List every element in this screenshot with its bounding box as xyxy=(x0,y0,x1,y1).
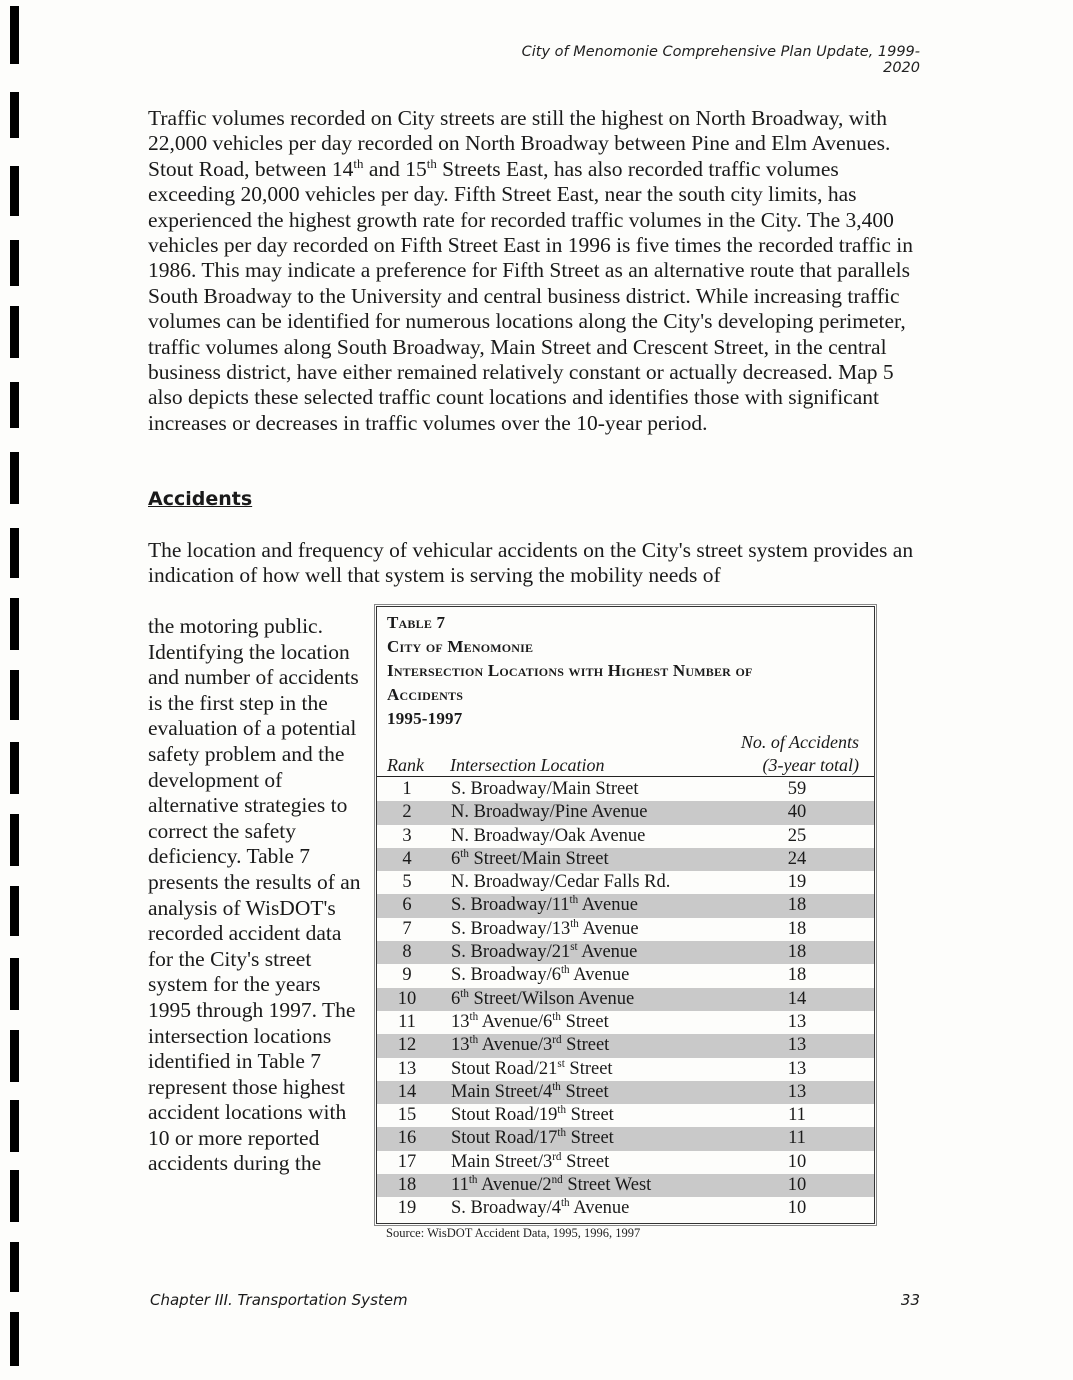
rank-cell: 4 xyxy=(402,848,412,869)
table-title-line: Table 7 xyxy=(387,613,446,632)
binder-mark xyxy=(10,886,19,936)
rank-cell: 3 xyxy=(402,825,412,846)
table-title xyxy=(387,611,867,731)
binder-mark xyxy=(10,1100,19,1152)
column-header-accidents-line2: (3-year total) xyxy=(762,755,859,775)
accidents-cell: 10 xyxy=(787,1198,807,1219)
rank-cell: 5 xyxy=(402,872,412,893)
location-cell: Stout Road/21st Street xyxy=(451,1057,613,1079)
table-row xyxy=(377,871,874,894)
table-row xyxy=(377,918,874,941)
column-header-accidents xyxy=(707,731,859,777)
binder-mark xyxy=(10,1030,19,1082)
accidents-cell: 10 xyxy=(787,1175,807,1196)
rank-cell: 8 xyxy=(402,942,412,963)
table-title-line: Intersection Locations with Highest Number of xyxy=(387,661,753,680)
rank-cell: 13 xyxy=(397,1058,417,1079)
table-source-note: Source: WisDOT Accident Data, 1995, 1996, 1997 xyxy=(386,1226,641,1240)
accidents-cell: 11 xyxy=(788,1105,806,1126)
accidents-cell: 13 xyxy=(787,1081,807,1102)
table-row xyxy=(377,825,874,848)
accidents-cell: 18 xyxy=(787,965,807,986)
binder-mark xyxy=(10,670,19,720)
header-rule xyxy=(377,776,874,777)
table-row xyxy=(377,848,874,871)
accidents-cell: 18 xyxy=(787,942,807,963)
table-row xyxy=(377,1127,874,1150)
location-cell: S. Broadway/21st Avenue xyxy=(451,940,638,963)
accidents-cell: 24 xyxy=(787,848,807,869)
table-row xyxy=(377,1058,874,1081)
table-title-line: Accidents xyxy=(387,685,464,704)
rank-cell: 15 xyxy=(397,1105,417,1126)
accidents-cell: 13 xyxy=(787,1011,807,1032)
binder-mark xyxy=(10,6,19,64)
accidents-cell: 25 xyxy=(787,825,807,846)
accident-table xyxy=(376,606,875,1224)
table-row xyxy=(377,1081,874,1104)
binder-margin-marks xyxy=(10,0,22,1380)
footer-chapter: Chapter III. Transportation System xyxy=(150,1291,408,1309)
binder-mark xyxy=(10,1242,19,1292)
binder-mark xyxy=(10,382,19,428)
location-cell: 13th Avenue/3rd Street xyxy=(451,1034,610,1056)
location-cell: S. Broadway/11th Avenue xyxy=(451,894,638,916)
table-row xyxy=(377,1174,874,1197)
location-cell: N. Broadway/Pine Avenue xyxy=(451,802,648,823)
location-cell: 6th Street/Wilson Avenue xyxy=(451,987,635,1009)
accidents-wrap-paragraph: the motoring public. Identifying the location and number of accidents is the first step in the evaluation of a potential safety problem and the development of alternative strategies to correct the safety deficiency. Table 7 presents the results of an analysis of WisDOT's recorded accident data for the City's street system for the years 1995 through 1997. The intersection locations identified in Table 7 represent those highest accident locations with 10 or more reported accidents during the xyxy=(148,614,361,1176)
location-cell: S. Broadway/13th Avenue xyxy=(451,917,639,939)
rank-cell: 7 xyxy=(402,918,412,939)
column-header-location: Intersection Location xyxy=(450,755,605,775)
table-body xyxy=(377,778,874,1221)
table-row xyxy=(377,778,874,801)
location-cell: 11th Avenue/2nd Street West xyxy=(451,1173,652,1196)
table-row xyxy=(377,1197,874,1220)
rank-cell: 16 xyxy=(397,1128,417,1149)
column-header-rank: Rank xyxy=(387,755,424,775)
footer-page-number: 33 xyxy=(900,1291,920,1309)
location-cell: S. Broadway/Main Street xyxy=(451,779,639,799)
location-cell: S. Broadway/4th Avenue xyxy=(451,1197,630,1219)
location-cell: Stout Road/17th Street xyxy=(451,1127,614,1149)
section-heading-accidents: Accidents xyxy=(148,488,253,510)
rank-cell: 1 xyxy=(402,779,412,799)
table-row xyxy=(377,1151,874,1174)
table-title-line: City of Menomonie xyxy=(387,637,534,656)
table-row xyxy=(377,801,874,824)
running-header: City of Menomonie Comprehensive Plan Update, 1999-2020 xyxy=(521,44,920,76)
location-cell: Stout Road/19th Street xyxy=(451,1104,614,1126)
binder-mark xyxy=(10,742,19,794)
location-cell: 13th Avenue/6th Street xyxy=(451,1010,609,1032)
table-row xyxy=(377,988,874,1011)
table-row xyxy=(377,1104,874,1127)
rank-cell: 2 xyxy=(402,802,412,823)
binder-mark xyxy=(10,814,19,866)
rank-cell: 6 xyxy=(402,895,412,916)
location-cell: 6th Street/Main Street xyxy=(451,847,609,869)
binder-mark xyxy=(10,1312,19,1366)
accidents-cell: 18 xyxy=(787,918,807,939)
binder-mark xyxy=(10,452,19,504)
table-row xyxy=(377,941,874,964)
rank-cell: 10 xyxy=(397,988,417,1009)
binder-mark xyxy=(10,240,19,286)
rank-cell: 11 xyxy=(398,1011,416,1032)
rank-cell: 12 xyxy=(397,1035,417,1056)
binder-mark xyxy=(10,958,19,1010)
accidents-cell: 10 xyxy=(787,1151,807,1172)
traffic-volumes-paragraph: Traffic volumes recorded on City streets are still the highest on North Broadway, with 22,000 vehicles per day recorded on North Broadway between Pine and Elm Avenues. Stout Road, between 14th and 15th Streets East, has also recorded traffic volumes exceeding 20,000 vehicles per day. Fifth Street East, near the south city limits, has experienced the highest growth rate for recorded traffic volumes in the City. The 3,400 vehicles per day recorded on Fifth Street East in 1996 is five times the recorded traffic in 1986. This may indicate a preference for Fifth Street as an alternative route that parallels South Broadway to the University and central business district. While increasing traffic volumes can be identified for numerous locations along the City's developing perimeter, traffic volumes along South Broadway, Main Street and Crescent Street, in the central business district, have either remained relatively constant or actually decreased. Map 5 also depicts these selected traffic count locations and identifies those with significant increases or decreases in traffic volumes over the 10-year period. xyxy=(148,106,913,435)
accidents-cell: 13 xyxy=(787,1058,807,1079)
rank-cell: 17 xyxy=(397,1151,417,1172)
accidents-cell: 14 xyxy=(787,988,807,1009)
accidents-cell: 59 xyxy=(787,779,807,799)
binder-mark xyxy=(10,1170,19,1222)
location-cell: N. Broadway/Cedar Falls Rd. xyxy=(451,872,671,893)
accidents-intro-paragraph: The location and frequency of vehicular accidents on the City's street system provides an indication of how well that system is serving the mobility needs of xyxy=(148,538,914,588)
table-row xyxy=(377,894,874,917)
accidents-cell: 11 xyxy=(788,1128,806,1149)
accidents-cell: 19 xyxy=(787,872,807,893)
rank-cell: 9 xyxy=(402,965,412,986)
column-header-accidents-line1: No. of Accidents xyxy=(740,732,859,752)
table-row xyxy=(377,964,874,987)
rank-cell: 18 xyxy=(397,1175,417,1196)
location-cell: Main Street/3rd Street xyxy=(451,1150,610,1172)
binder-mark xyxy=(10,528,19,578)
location-cell: S. Broadway/6th Avenue xyxy=(451,964,630,986)
rank-cell: 19 xyxy=(397,1198,417,1219)
accidents-cell: 18 xyxy=(787,895,807,916)
table-title-line: 1995-1997 xyxy=(387,709,463,728)
table-row xyxy=(377,1034,874,1057)
binder-mark xyxy=(10,92,19,138)
binder-mark xyxy=(10,598,19,650)
rank-cell: 14 xyxy=(397,1081,417,1102)
location-cell: Main Street/4th Street xyxy=(451,1080,609,1102)
binder-mark xyxy=(10,306,19,358)
table-row xyxy=(377,1011,874,1034)
binder-mark xyxy=(10,166,19,216)
location-cell: N. Broadway/Oak Avenue xyxy=(451,825,646,846)
accidents-cell: 40 xyxy=(787,802,807,823)
accidents-cell: 13 xyxy=(787,1035,807,1056)
